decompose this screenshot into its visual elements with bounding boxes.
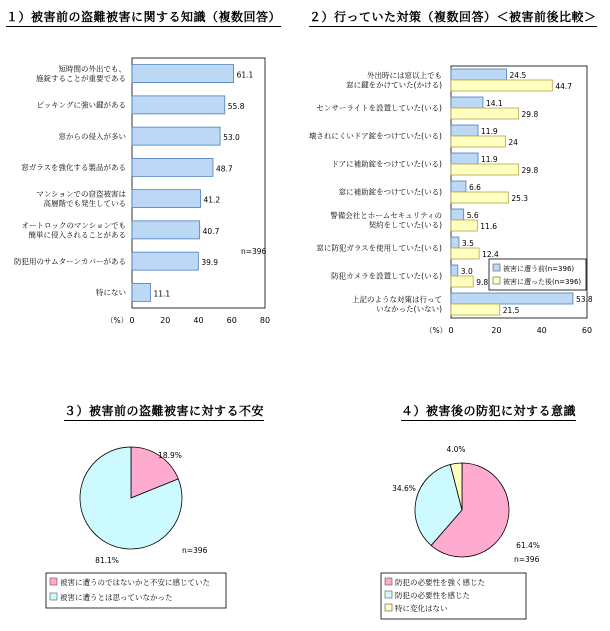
chart2-data-label: 24 (508, 138, 518, 147)
chart4-legend-swatch (385, 604, 392, 611)
chart2-data-label: 11.6 (480, 222, 497, 231)
chart2-category-label: 壊されにくいドア錠をつけていた(いる) (308, 131, 442, 141)
chart1-category-label: オートロックのマンションでも簡単に侵入されることがある (21, 220, 126, 240)
chart2-legend-swatch (493, 264, 500, 271)
chart2-data-label: 3.0 (460, 267, 473, 276)
chart1-bar (132, 221, 200, 239)
chart1-sample-note: n=396 (241, 247, 267, 256)
chart2-data-label: 11.9 (480, 155, 498, 164)
chart4-legend-label: 特に変化はない (395, 604, 448, 613)
chart1-category-label: 特にない (96, 288, 126, 297)
chart4-legend-label: 防犯の必要性を感じた (395, 591, 470, 600)
chart1-axis-unit: （%） (106, 316, 129, 325)
chart1-bar (132, 127, 220, 145)
chart2-data-label: 53.8 (575, 295, 593, 304)
chart2-data-label: 6.6 (468, 183, 481, 192)
chart4-legend-label: 防犯の必要性を強く感じた (395, 578, 485, 587)
chart3-legend-swatch (50, 593, 57, 600)
chart2-data-label: 25.3 (511, 194, 529, 203)
chart1-category-label: 窓ガラスを強化する製品がある (21, 163, 126, 172)
chart2-data-label: 14.1 (485, 99, 503, 108)
chart2-data-label: 44.7 (555, 82, 573, 91)
chart3-slice-label: 18.9% (158, 451, 182, 460)
chart2-category-label: 警備会社とホームセキュリティの契約をしていた(いる) (330, 210, 442, 230)
chart2-tick-label: 40 (536, 326, 547, 335)
chart2-bar-series-2 (451, 276, 473, 287)
chart3-legend-label: 被害に遭うのではないかと不安に感じていた (60, 578, 210, 587)
chart1-category-label: 防犯用のサムターンカバーがある (14, 256, 126, 266)
chart2-bar-series-1 (451, 125, 478, 136)
chart2-data-label: 9.8 (476, 278, 489, 287)
chart2-tick-label: 20 (491, 326, 502, 335)
chart1-bar (132, 96, 225, 114)
chart2-legend-label: 被害に遭う前(n=396) (503, 265, 575, 273)
chart2-data-label: 21.5 (502, 306, 520, 315)
chart2-category-label: 窓に補助錠をつけていた(いる) (338, 187, 442, 197)
chart2-title: ２）行っていた対策（複数回答）＜被害前後比較＞ (309, 8, 597, 27)
chart2-axis-unit: （%） (425, 326, 448, 335)
chart1-tick-label: 60 (226, 316, 237, 325)
chart2-data-label: 3.5 (461, 239, 474, 248)
chart2-bar-series-2 (451, 108, 519, 119)
chart2-bar-series-2 (451, 136, 505, 147)
chart1-bar (132, 283, 150, 301)
chart3-title: ３）被害前の盗難被害に対する不安 (64, 402, 264, 421)
chart1-tick-label: 80 (259, 316, 271, 325)
chart4-sample-note: n=396 (514, 555, 540, 564)
chart2-bar-series-2 (451, 164, 519, 175)
chart1-category-label: マンションでの窃盗被害は高層階でも発生している (36, 189, 126, 208)
chart1-data-label: 53.0 (223, 133, 240, 143)
chart4-legend-swatch (385, 578, 392, 585)
chart1-bar (132, 252, 198, 270)
chart1-bar (132, 158, 213, 176)
chart1-category-label: 窓からの侵入が多い (58, 131, 126, 141)
chart1-category-label: ピッキングに強い鍵がある (36, 100, 126, 110)
chart2-data-label: 11.9 (480, 127, 498, 136)
chart3-legend-label: 被害に遭うとは思っていなかった (60, 593, 173, 602)
chart1-data-label: 61.1 (236, 70, 254, 80)
chart1-category-label: 短時間の外出でも、施錠することが重要である (36, 64, 126, 83)
chart1-data-label: 41.2 (203, 195, 221, 205)
chart4-slice-label: 4.0% (446, 445, 466, 454)
chart1-tick-label: 20 (160, 316, 171, 325)
chart2-bar-series-2 (451, 220, 477, 231)
chart2-bar-series-1 (451, 293, 573, 304)
chart1-tick-label: 40 (193, 316, 204, 325)
chart2-bar-series-1 (451, 153, 478, 164)
chart1-data-label: 39.9 (201, 258, 219, 268)
chart2-data-label: 5.6 (466, 211, 479, 220)
chart2-legend-label: 被害に遭った後(n=396) (503, 278, 582, 286)
chart3-legend-swatch (50, 578, 57, 585)
chart4-title: ４）被害後の防犯に対する意識 (401, 402, 576, 421)
chart2-bar-series-1 (451, 181, 466, 192)
chart2-category-label: センサーライトを設置していた(いる) (316, 103, 442, 113)
chart4-slice-label: 61.4% (516, 541, 540, 550)
chart2-bar-series-2 (451, 248, 479, 259)
chart4-legend-swatch (385, 591, 392, 598)
chart1-title: １）被害前の盗難被害に関する知識（複数回答） (6, 8, 281, 27)
chart2-legend-swatch (493, 277, 500, 284)
chart2-bar-series-1 (451, 209, 464, 220)
chart1-data-label: 55.8 (227, 101, 245, 111)
chart2-category-label: 外出時には窓以上でも窓に鍵をかけていた(かける) (346, 70, 442, 90)
chart1-data-label: 11.1 (153, 289, 171, 299)
chart2-bar-series-1 (451, 97, 483, 108)
chart1-bar (132, 65, 234, 83)
chart2-bar-series-2 (451, 304, 500, 315)
chart4-slice-label: 34.6% (392, 484, 416, 493)
chart2-category-label: ドアに補助錠をつけていた(いる) (331, 159, 442, 169)
chart2-bar-series-2 (451, 80, 552, 91)
chart1-data-label: 40.7 (202, 226, 220, 236)
chart2-data-label: 29.8 (521, 110, 539, 119)
chart2-category-label: 上記のような対策は行っていなかった(いない) (352, 294, 442, 314)
chart2-category-label: 窓に防犯ガラスを使用していた(いる) (316, 243, 442, 253)
chart2-data-label: 12.4 (482, 250, 499, 259)
chart2-data-label: 29.8 (521, 166, 539, 175)
chart2-data-label: 24.5 (509, 71, 527, 80)
chart3-sample-note: n=396 (182, 546, 208, 555)
chart2-tick-label: 60 (581, 326, 593, 335)
chart2-bar-series-1 (451, 237, 459, 248)
chart1-bar (132, 190, 200, 208)
chart1-tick-label: 0 (129, 316, 135, 325)
chart2-bar-series-2 (451, 192, 508, 203)
chart2-category-label: 防犯カメラを設置していた(いる) (331, 271, 442, 281)
chart1-data-label: 48.7 (215, 164, 233, 174)
chart2-bar-series-1 (451, 69, 507, 80)
chart2-tick-label: 0 (448, 326, 454, 335)
chart2-bar-series-1 (451, 265, 458, 276)
chart3-slice-label: 81.1% (95, 556, 119, 565)
